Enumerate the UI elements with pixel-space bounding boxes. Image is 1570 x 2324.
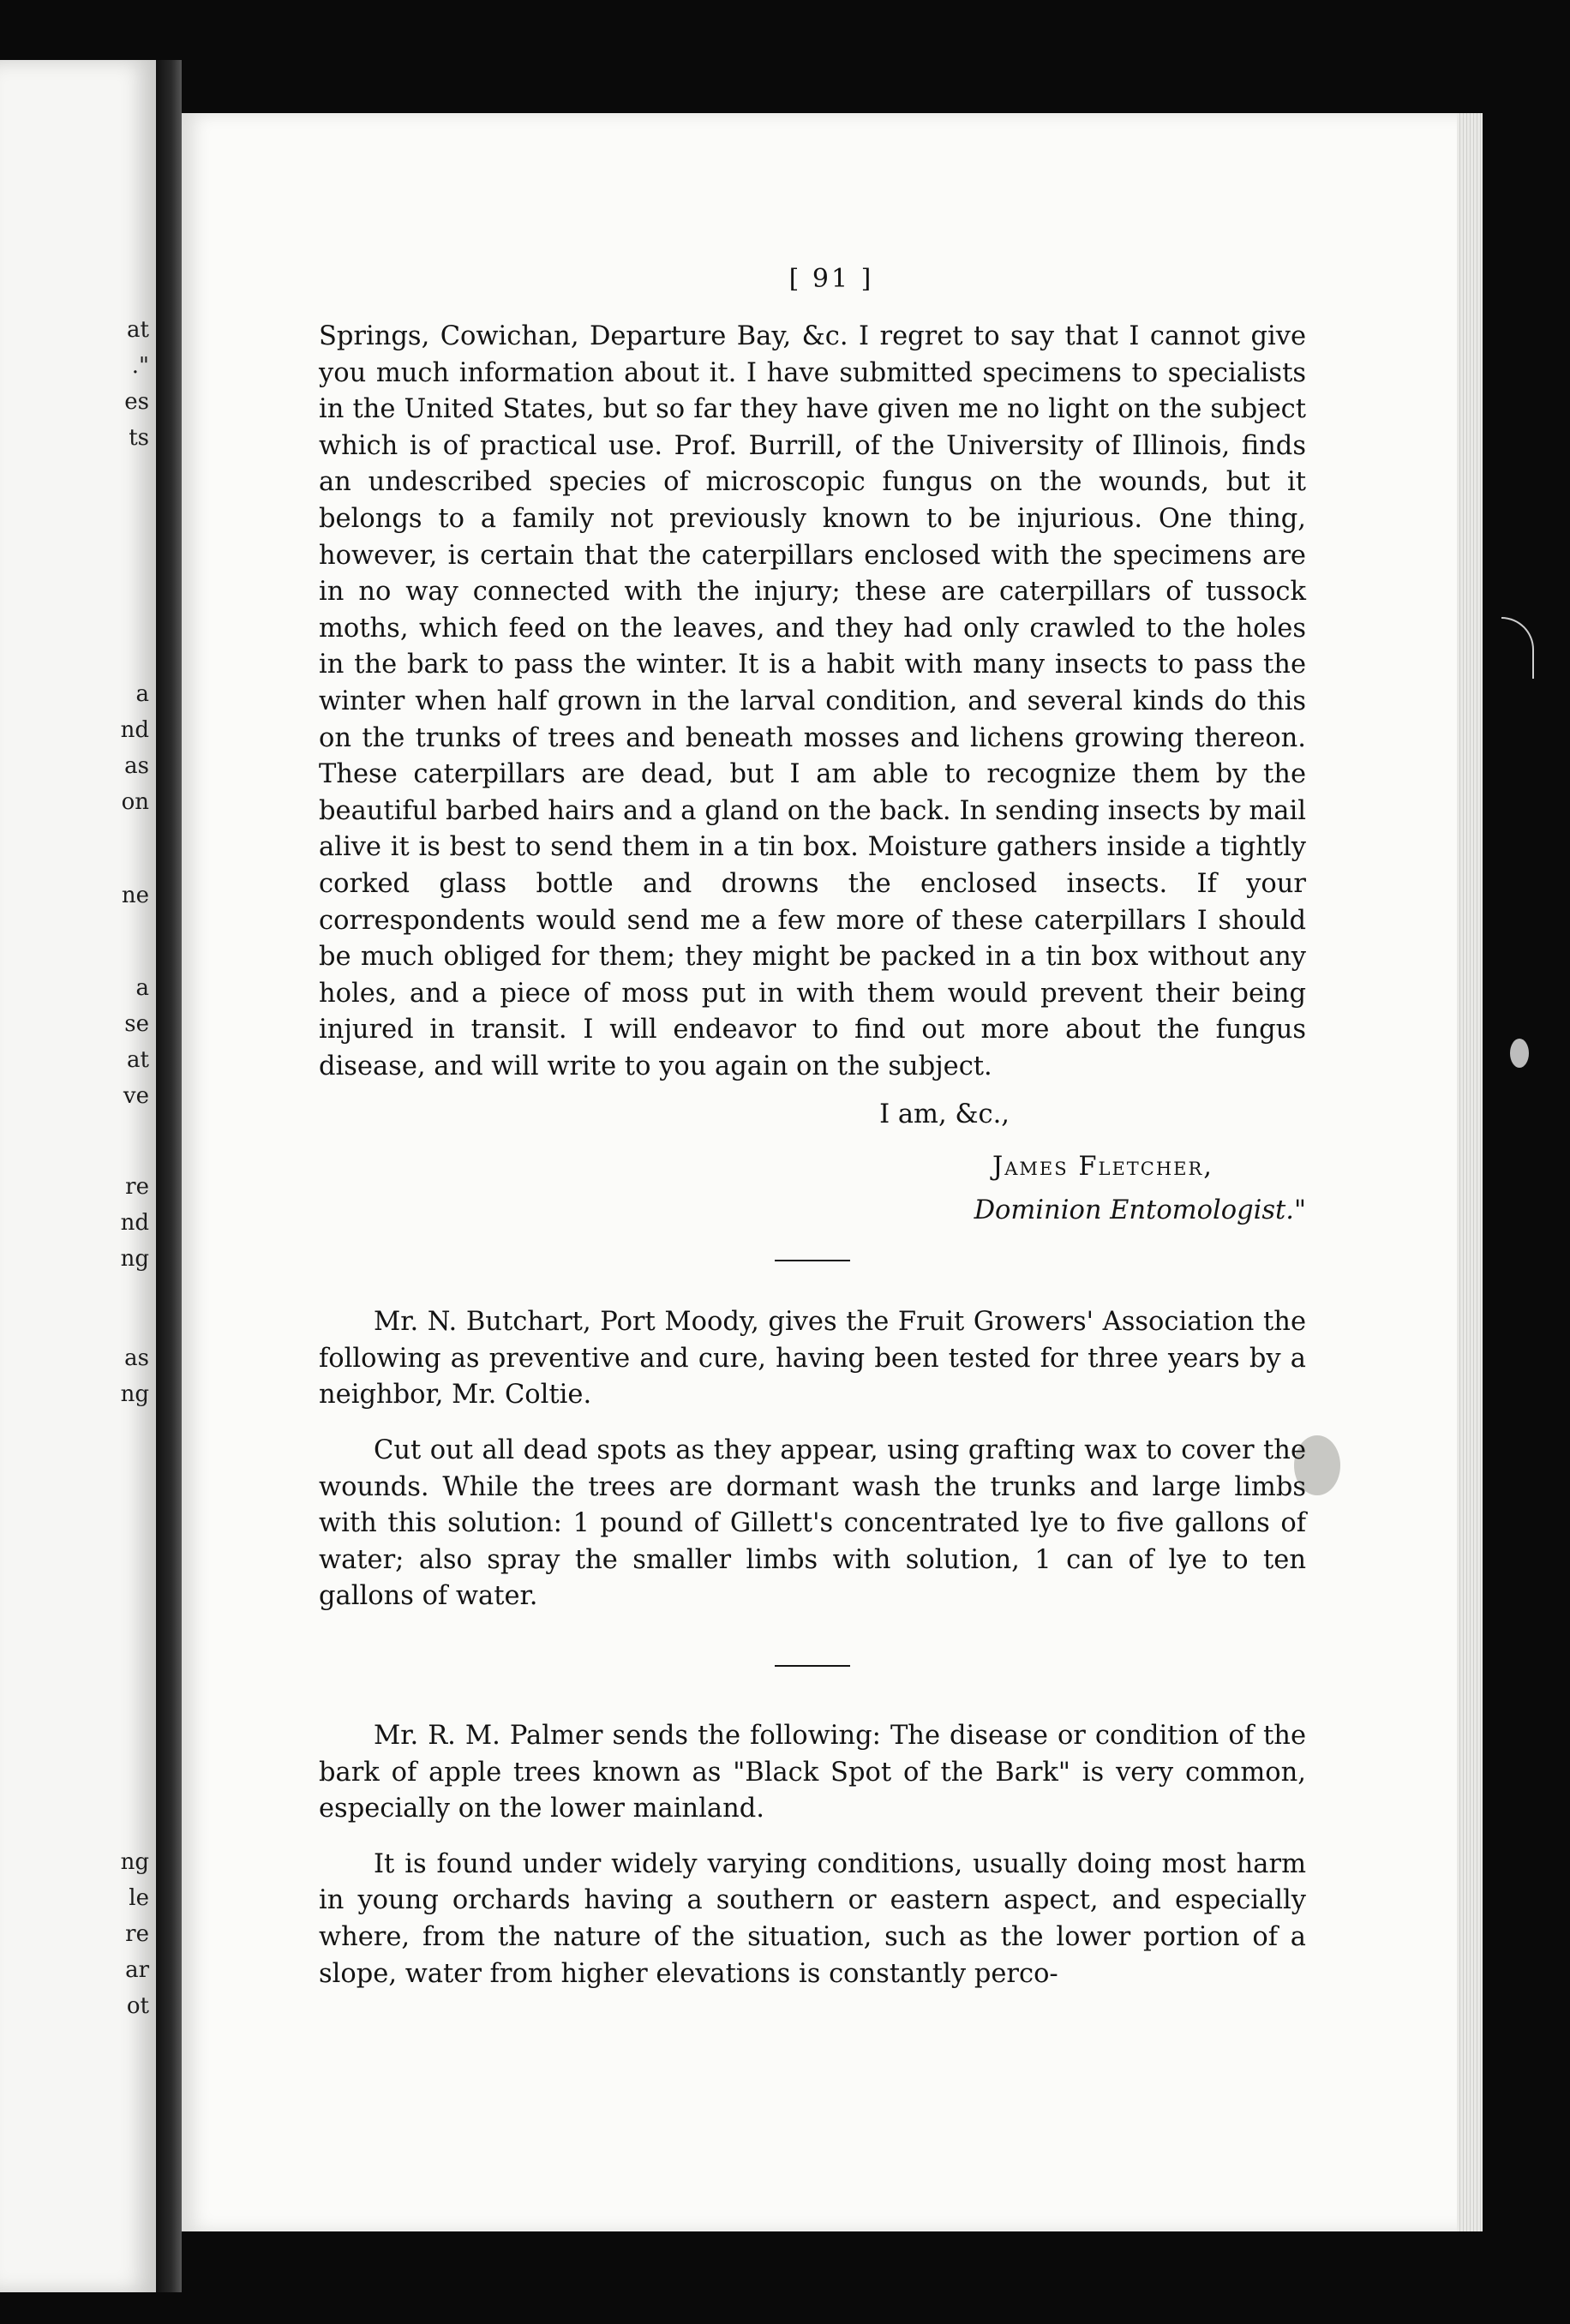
butchart-intro-paragraph: Mr. N. Butchart, Port Moody, gives the Fruit Growers' Association the following as preventive and cure, having been tested for three years by a neighbor, Mr. Coltie. [319,1307,1306,1411]
facing-page-fragment: at [127,1047,149,1073]
facing-page-fragment: ng [120,1246,149,1272]
palmer-detail-paragraph: It is found under widely varying conditions, usually doing most harm in young orchards having a southern or eastern aspect, and especially where, from the nature of the situation, such as the lower portion of a slope, water from higher elevations is constantly perco- [319,1848,1306,1989]
facing-page-fragment: a [135,681,149,707]
palmer-intro-paragraph: Mr. R. M. Palmer sends the following: The disease or condition of the bark of apple trees known as "Black Spot of the Bark" is very common, especially on the lower mainland. [319,1721,1306,1824]
facing-page-fragment: nd [120,717,149,743]
page-number: [ 91 ] [788,264,874,294]
facing-page-fragment: ar [125,1957,149,1983]
facing-page-fragment: es [124,389,149,415]
facing-page-fragment: at [127,317,149,343]
page-stack-edge [1457,113,1483,2231]
facing-page-fragment: ve [123,1083,149,1109]
butchart-remedy-paragraph: Cut out all dead spots as they appear, using grafting wax to cover the wounds. While the trees are dormant wash the trunks and large limbs with this solution: 1 pound of Gillett's concentrated lye to five gallons of water; also spray the smaller limbs with solution, 1 can of lye to ten gallons of water. [319,1435,1306,1612]
facing-page-fragment: ne [121,883,149,908]
facing-page-fragment: as [124,1345,149,1371]
facing-page-fragment: as [124,753,149,779]
facing-page-fragment: on [121,789,149,815]
book-spine-shadow [156,60,182,2292]
dust-speck [1510,1039,1529,1068]
facing-page-fragment: re [125,1921,149,1947]
signature-title: Dominion Entomologist." [974,1195,1306,1225]
facing-page-fragment: ng [120,1849,149,1875]
signature-name: James Fletcher, [992,1152,1213,1183]
facing-page-fragment: ot [126,1993,149,2019]
section-divider [775,1665,850,1667]
section-divider [775,1260,850,1261]
facing-page-fragment: re [125,1174,149,1200]
facing-page-fragment: ng [120,1381,149,1407]
facing-page-fragment: se [124,1011,149,1037]
page-body [319,319,1306,1992]
facing-page-fragment: ." [131,353,149,379]
facing-page-fragment: a [135,975,149,1001]
letter-closing: I am, &c., [879,1099,1010,1130]
facing-page-fragment: le [129,1885,149,1911]
scan-scratch [1501,617,1534,679]
letter-body-paragraph: Springs, Cowichan, Departure Bay, &c. I regret to say that I cannot give you much information about it. I have submitted specimens to specialists in the United States, but so far they have given me no light on the subject which is of practical use. Prof. Burrill, of the University of Illinois, finds an undescribed species of microscopic fungus on the wounds, but it belongs to a family not previously known to be injurious. One thing, however, is certain that the caterpillars enclosed with the specimens are in no way connected with the injury; these are caterpillars of tussock moths, which feed on the leaves, and they had only crawled to the holes in the bark to pass the winter. It is a habit with many insects to pass the winter when half grown in the larval condition, and several kinds do this on the trunks of trees and beneath mosses and lichens growing thereon. These caterpillars are dead, but I am able to recognize them by the beautiful barbed hairs and a gland on the back. In sending insects by mail alive it is best to send them in a tin box. Moisture gathers inside a tightly corked glass bottle and drowns the enclosed insects. If your correspondents would send me a few more of these caterpillars I should be much obliged for them; they might be packed in a tin box without any holes, and a piece of moss put in with them would prevent their being injured in transit. I will endeavor to find out more about the fungus disease, and will write to you again on the subject. [319,321,1306,1081]
facing-page-edge [0,60,159,2292]
facing-page-fragment: nd [120,1210,149,1236]
facing-page-fragment: ts [129,425,149,451]
